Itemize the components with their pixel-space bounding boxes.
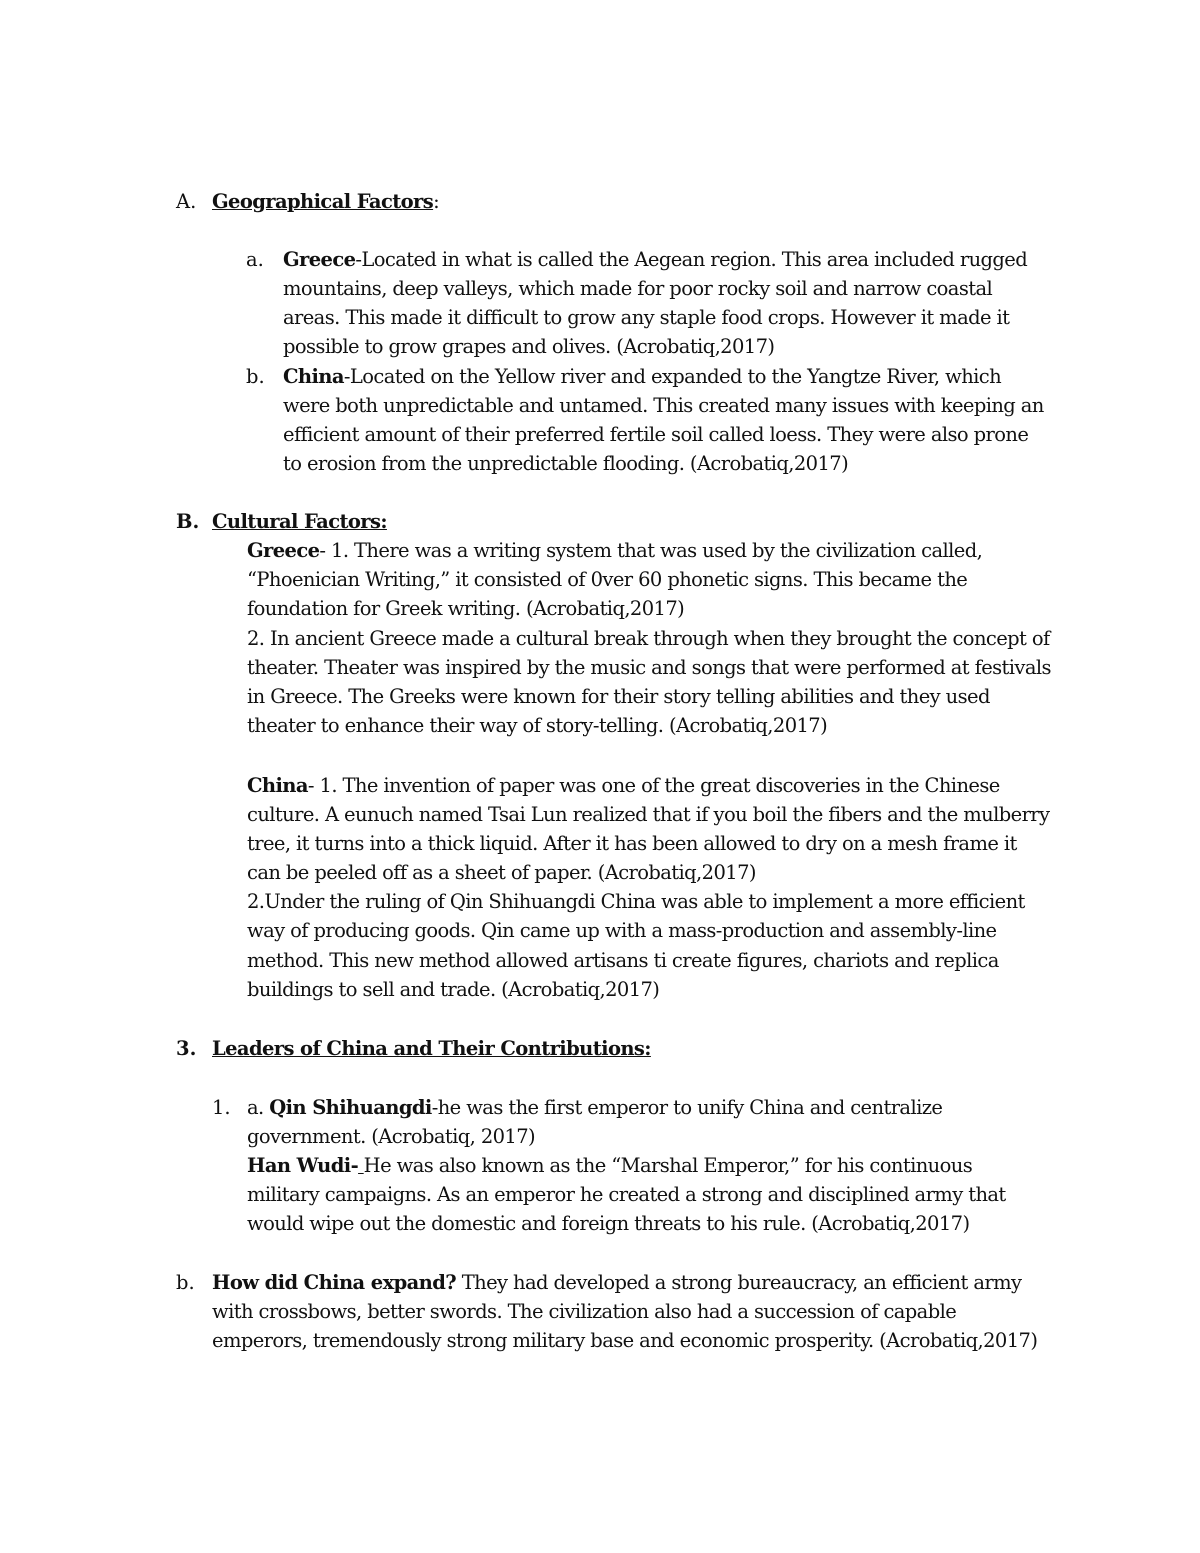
leaders-qin-line-2: government. (Acrobatiq, 2017): [247, 1125, 536, 1148]
leaders-han-dash: -: [350, 1154, 359, 1177]
leaders-han-line-2: military campaigns. As an emperor he created a strong and disciplined army that: [247, 1183, 1006, 1206]
culture-china-line-6: way of producing goods. Qin came up with a mass-production and assembly-line: [247, 919, 997, 942]
culture-greece-line-7: theater to enhance their way of story-telling. (Acrobatiq,2017): [247, 714, 828, 737]
leaders-qin-line-1: [247, 1093, 942, 1122]
geo-greece-line-1: [283, 245, 1027, 274]
expansion-line-3: emperors, tremendously strong military base and economic prosperity. (Acrobatiq,2017): [212, 1329, 1038, 1352]
culture-greece-line-2: “Phoenician Writing,” it consisted of 0ver 60 phonetic signs. This became the: [247, 568, 968, 591]
section-3-heading: Leaders of China and Their Contributions:: [212, 1037, 651, 1060]
culture-china-line-8: buildings to sell and trade. (Acrobatiq,2017): [247, 978, 660, 1001]
culture-china-line-7: method. This new method allowed artisans ti create figures, chariots and replica: [247, 949, 999, 972]
section-b-marker: B.: [176, 510, 200, 533]
geo-greece-line-3: areas. This made it difficult to grow any staple food crops. However it made it: [283, 306, 1010, 329]
culture-china-term: China: [247, 774, 308, 797]
expansion-line-1: [212, 1268, 1021, 1297]
culture-greece-text-1: - 1. There was a writing system that was used by the civilization called,: [319, 539, 983, 562]
geo-china-line-2: were both unpredictable and untamed. This created many issues with keeping an: [283, 394, 1044, 417]
culture-china-line-4: can be peeled off as a sheet of paper. (Acrobatiq,2017): [247, 861, 756, 884]
geo-greece-line-2: mountains, deep valleys, which made for poor rocky soil and narrow coastal: [283, 277, 993, 300]
geo-china-text-1: -Located on the Yellow river and expanded to the Yangtze River, which: [343, 365, 1002, 388]
leaders-item-1-marker: 1.: [212, 1096, 231, 1119]
culture-greece-line-3: foundation for Greek writing. (Acrobatiq,2017): [247, 597, 685, 620]
culture-china-line-1: [247, 771, 1000, 800]
leaders-qin-text-1: -he was the first emperor to unify China and centralize: [431, 1096, 943, 1119]
expansion-question: How did China expand?: [212, 1271, 457, 1294]
leaders-han-line-3: would wipe out the domestic and foreign threats to his rule. (Acrobatiq,2017): [247, 1212, 970, 1235]
geo-item-b-marker: b.: [246, 365, 265, 388]
leaders-han-term: Han Wudi: [247, 1154, 351, 1177]
culture-china-text-1: - 1. The invention of paper was one of the great discoveries in the Chinese: [307, 774, 1000, 797]
geo-item-a-marker: a.: [246, 248, 264, 271]
expansion-line-2: with crossbows, better swords. The civilization also had a succession of capable: [212, 1300, 957, 1323]
geo-greece-term: Greece: [283, 248, 356, 271]
geo-china-line-4: to erosion from the unpredictable flooding. (Acrobatiq,2017): [283, 452, 849, 475]
culture-greece-line-5: theater. Theater was inspired by the music and songs that were performed at festivals: [247, 656, 1051, 679]
section-a-heading: Geographical Factors: [212, 190, 434, 213]
geo-china-line-1: [283, 362, 1001, 391]
geo-greece-text-1: -Located in what is called the Aegean region. This area included rugged: [355, 248, 1028, 271]
expansion-item-marker: b.: [176, 1271, 195, 1294]
section-a-heading-colon: :: [433, 190, 440, 213]
culture-china-line-3: tree, it turns into a thick liquid. After it has been allowed to dry on a mesh frame it: [247, 832, 1017, 855]
geo-china-term: China: [283, 365, 344, 388]
leaders-han-text-1: He was also known as the “Marshal Emperor,” for his continuous: [363, 1154, 973, 1177]
leaders-han-line-1: [247, 1151, 972, 1180]
geo-china-line-3: efficient amount of their preferred fertile soil called loess. They were also prone: [283, 423, 1029, 446]
leaders-qin-sub-marker: a.: [247, 1096, 270, 1119]
culture-greece-line-6: in Greece. The Greeks were known for their story telling abilities and they used: [247, 685, 990, 708]
section-a-heading-row: [212, 187, 439, 216]
culture-greece-line-1: [247, 536, 982, 565]
culture-greece-line-4: 2. In ancient Greece made a cultural break through when they brought the concept of: [247, 627, 1050, 650]
culture-china-line-2: culture. A eunuch named Tsai Lun realized that if you boil the fibers and the mulberry: [247, 803, 1050, 826]
section-3-marker: 3.: [176, 1037, 197, 1060]
culture-china-line-5: 2.Under the ruling of Qin Shihuangdi China was able to implement a more efficient: [247, 890, 1025, 913]
section-b-heading: Cultural Factors:: [212, 510, 387, 533]
leaders-qin-term: Qin Shihuangdi: [269, 1096, 432, 1119]
culture-greece-term: Greece: [247, 539, 320, 562]
expansion-text-1: They had developed a strong bureaucracy, an efficient army: [456, 1271, 1022, 1294]
geo-greece-line-4: possible to grow grapes and olives. (Acrobatiq,2017): [283, 335, 775, 358]
section-a-marker: A.: [176, 190, 197, 213]
